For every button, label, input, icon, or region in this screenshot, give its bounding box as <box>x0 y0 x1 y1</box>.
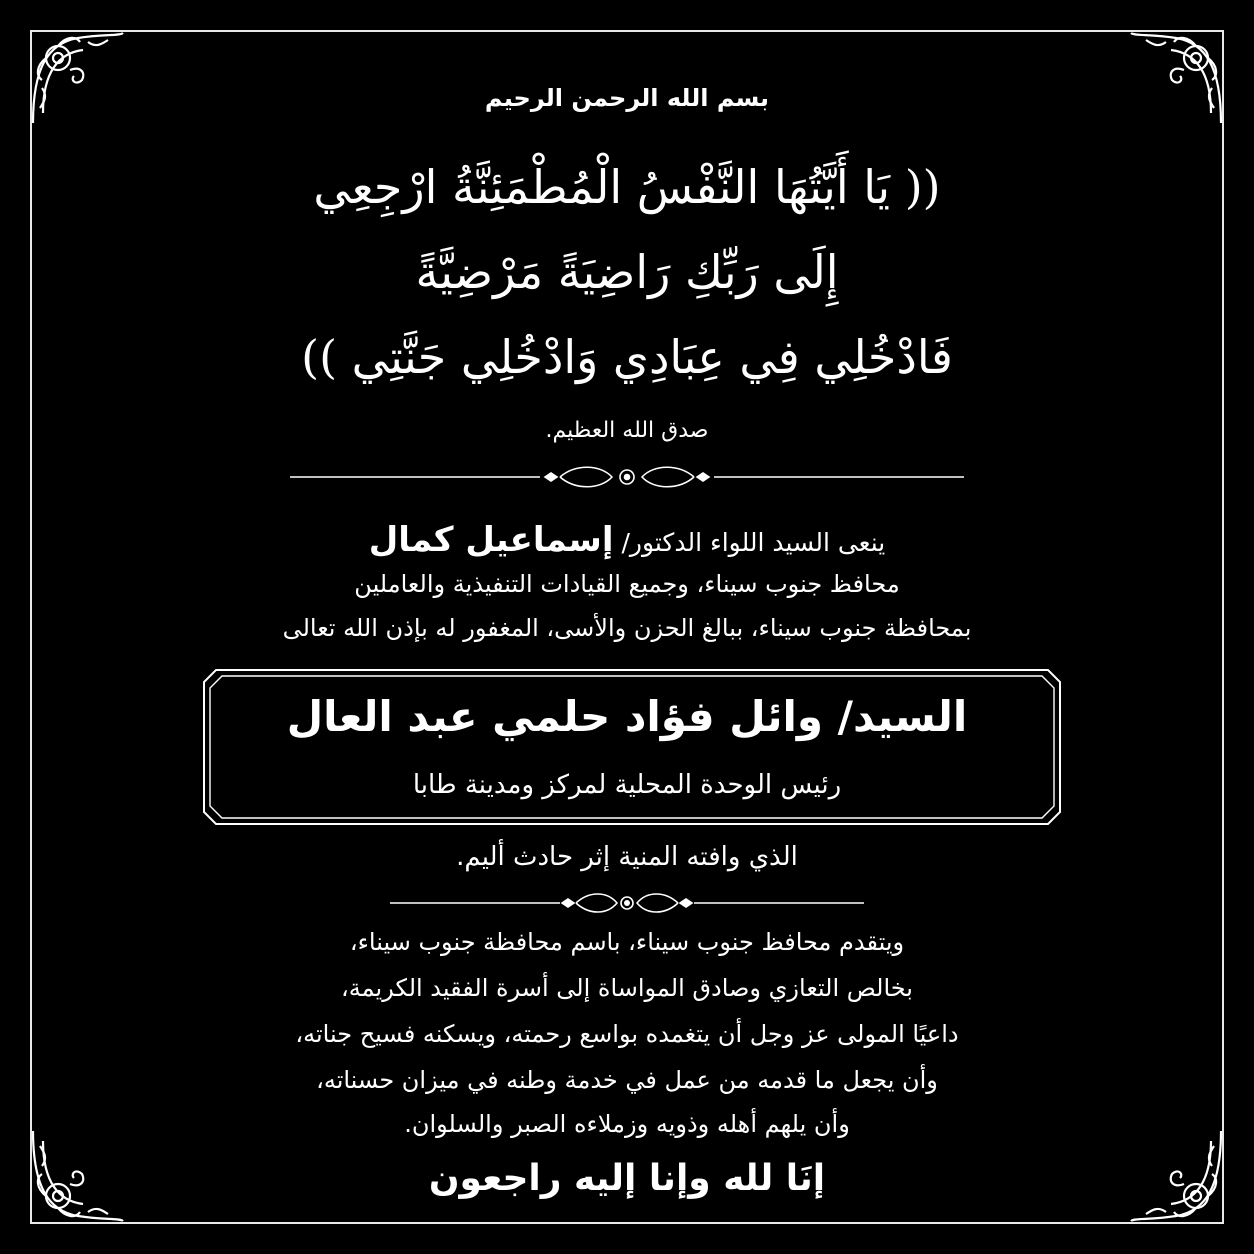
deceased-title: رئيس الوحدة المحلية لمركز ومدينة طابا <box>412 770 842 800</box>
closing-phrase: إنَا لله وإنا إليه راجعون <box>428 1158 826 1199</box>
verse-closing: صدق الله العظيم. <box>545 418 709 443</box>
announcement-intro: ينعى السيد اللواء الدكتور/ <box>621 528 886 557</box>
divider-ornament-icon <box>0 462 1254 492</box>
condolence-line-5: وأن يلهم أهله وذويه وزملاءه الصبر والسلوان. <box>404 1110 850 1138</box>
divider-ornament-icon <box>0 888 1254 918</box>
condolence-line-2: بخالص التعازي وصادق المواساة إلى أسرة الفقيد الكريمة، <box>341 974 913 1002</box>
condolence-line-4: وأن يجعل ما قدمه من عمل في خدمة وطنه في ميزان حسناته، <box>316 1066 938 1094</box>
announcement-intro-line <box>0 520 1254 560</box>
announcement-line-3: بمحافظة جنوب سيناء، ببالغ الحزن والأسى، المغفور له بإذن الله تعالى <box>282 614 972 642</box>
verse-line-3: فَادْخُلِي فِي عِبَادِي وَادْخُلِي جَنَّتِي )) <box>301 330 953 384</box>
announcement-line-2: محافظ جنوب سيناء، وجميع القيادات التنفيذية والعاملين <box>354 570 900 598</box>
verse-line-1: (( يَا أَيَّتُهَا النَّفْسُ الْمُطْمَئِنَّةُ ارْجِعِي <box>313 160 941 214</box>
governor-name: إسماعيل كمال <box>368 520 614 560</box>
basmala: بسم الله الرحمن الرحيم <box>484 84 770 112</box>
death-note: الذي وافته المنية إثر حادث أليم. <box>456 842 798 872</box>
corner-ornament-icon <box>1126 28 1226 128</box>
condolence-line-1: ويتقدم محافظ جنوب سيناء، باسم محافظة جنوب سيناء، <box>349 928 905 956</box>
deceased-name: السيد/ وائل فؤاد حلمي عبد العال <box>286 692 968 741</box>
corner-ornament-icon <box>28 28 128 128</box>
verse-line-2: إِلَى رَبِّكِ رَاضِيَةً مَرْضِيَّةً <box>415 245 839 299</box>
condolence-line-3: داعيًا المولى عز وجل أن يتغمده بواسع رحمته، ويسكنه فسيح جناته، <box>295 1020 959 1048</box>
